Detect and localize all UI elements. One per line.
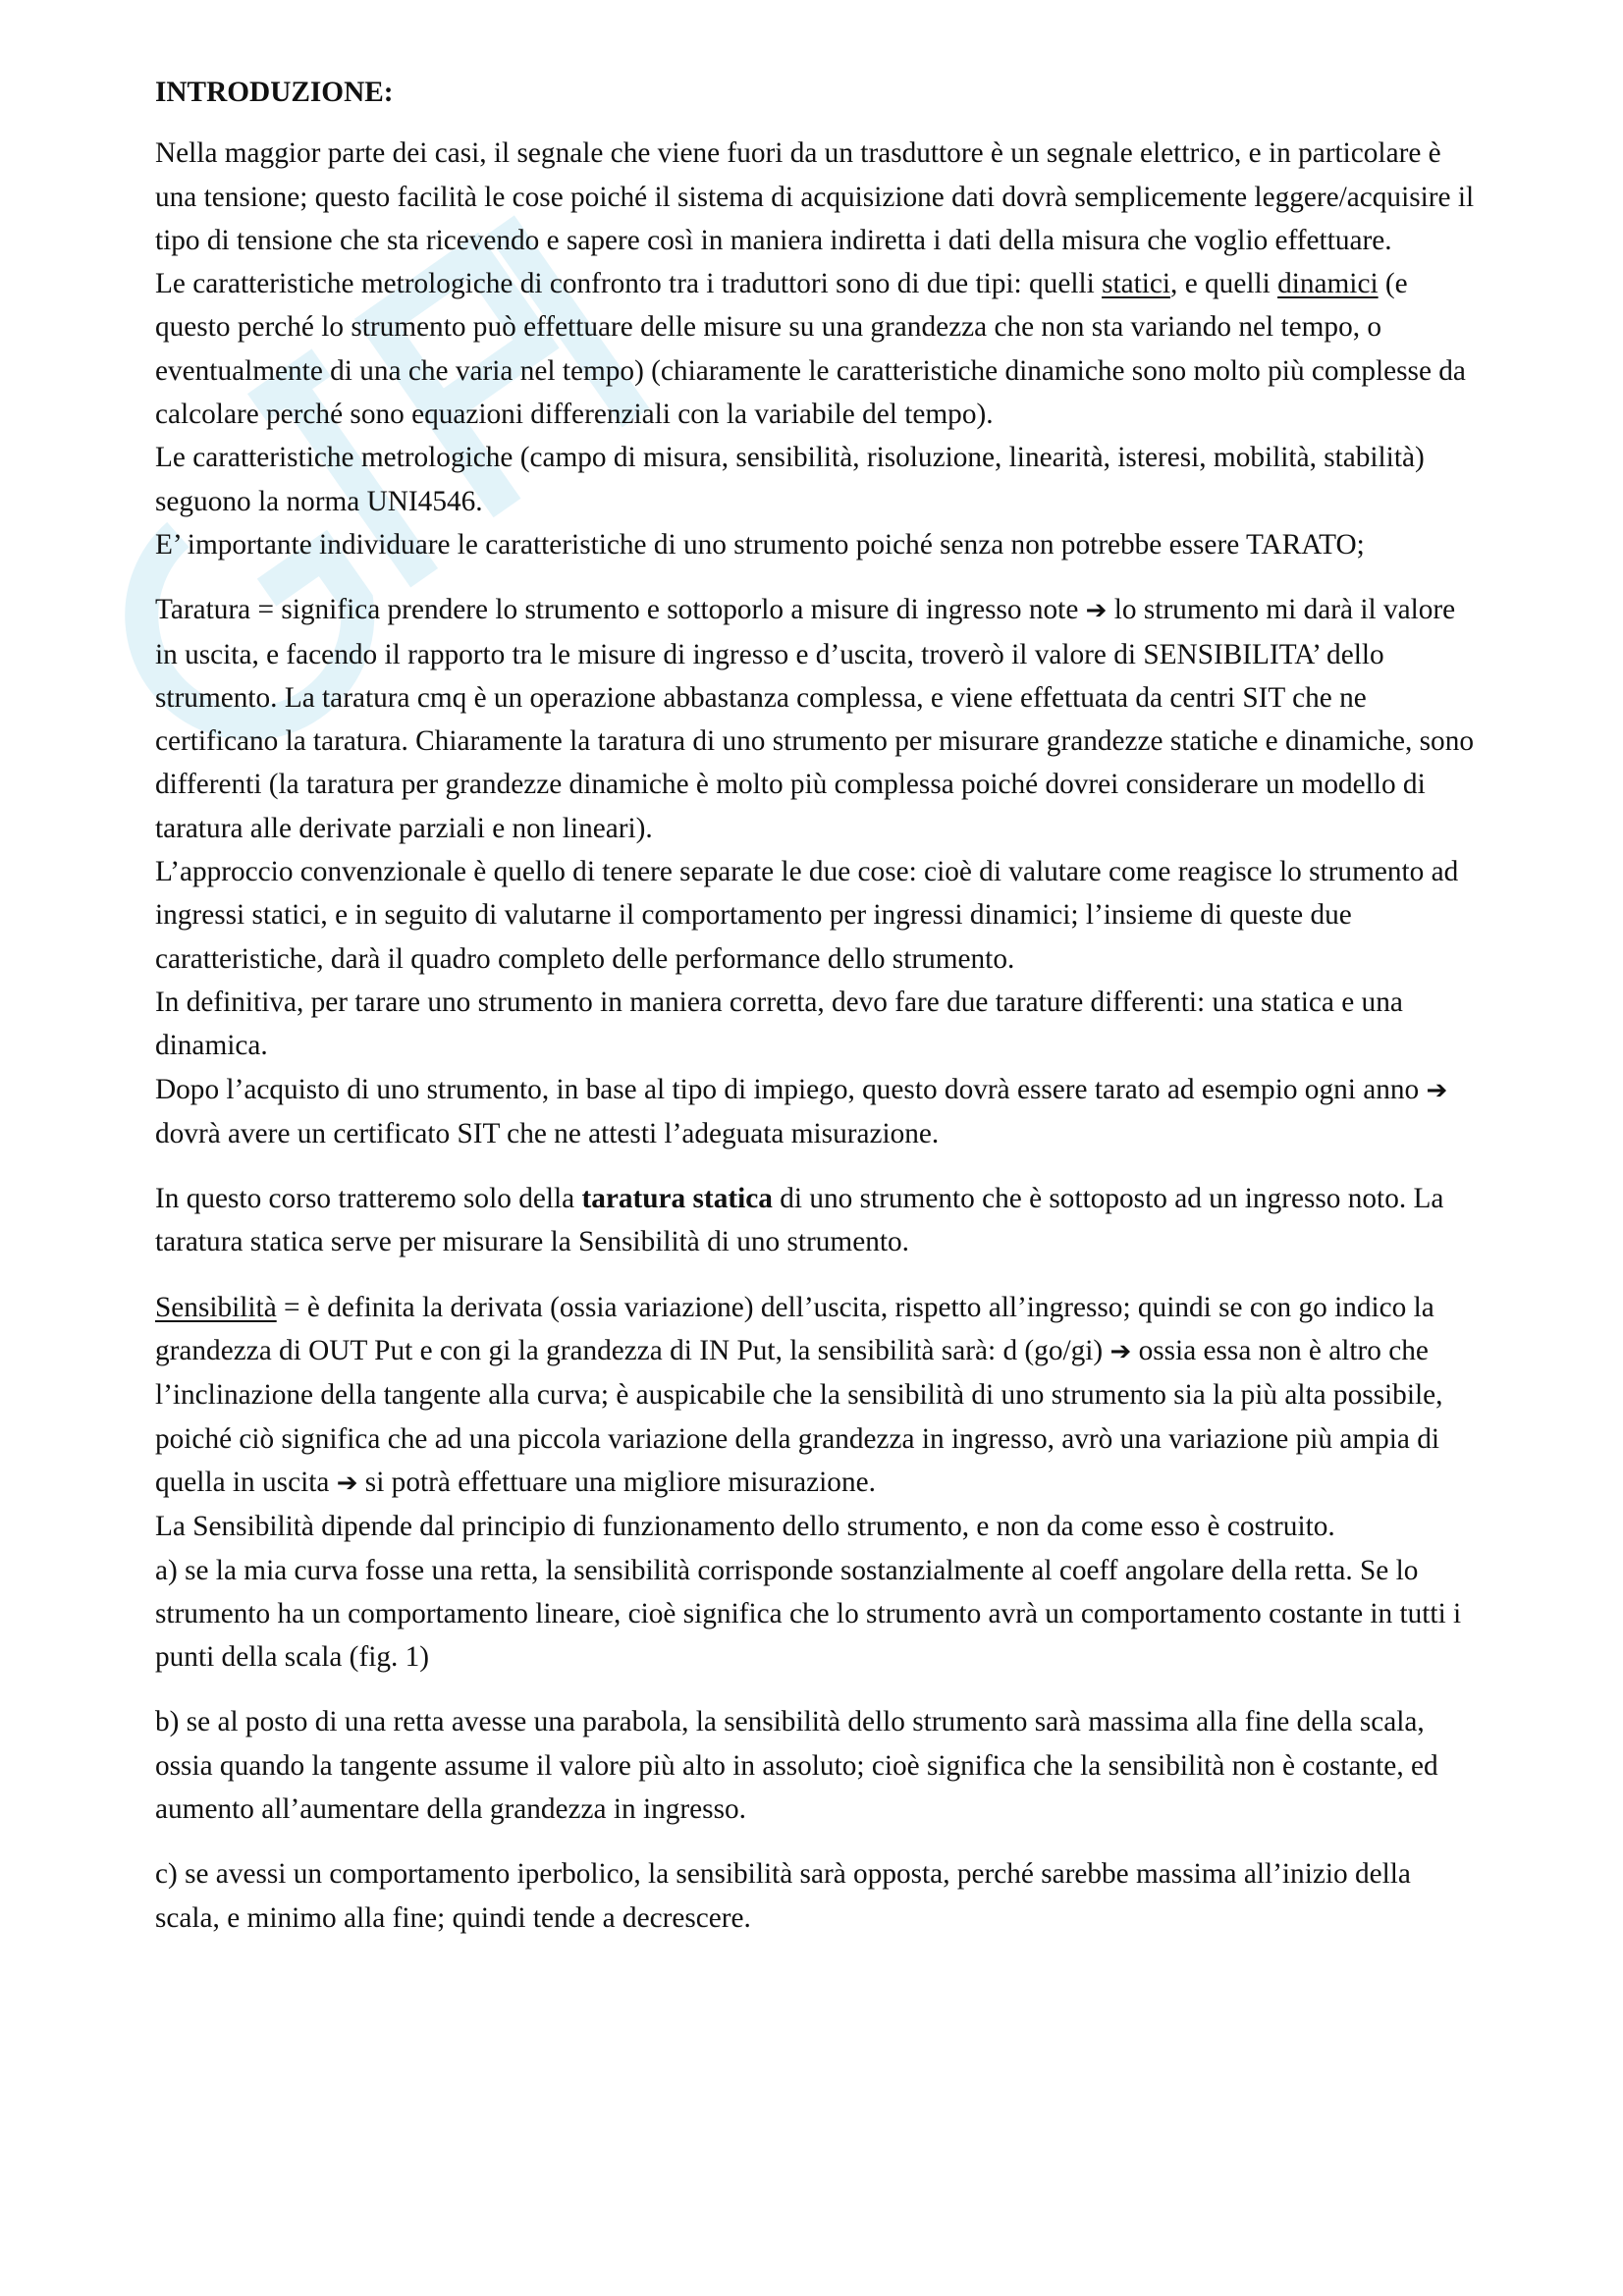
intro-paragraph-1: Nella maggior parte dei casi, il segnale che viene fuori da un trasduttore è un segnale elettrico, e in particolare è una tensione; questo facilità le cose poiché il sistema di acquisizione dati dovrà semplicemente leggere/acquisire il tipo di tensione che sta ricevendo e sapere così in maniera indiretta i dati della misura che voglio effettuare. [155,137,1475,256]
text-run: = è definita la derivata (ossia variazione) dell’uscita, rispetto all’ingresso; quindi se con go indico la grandezza di OUT Put e con gi la grandezza di IN Put, la sensibilità sarà: d (go/gi) [155,1291,1434,1367]
text-run: lo strumento mi darà il valore in uscita, e facendo il rapporto tra le misure di ingresso e d’uscita, troverò il valore di SENSIBILITA’ dello strumento. La taratura cmq è un operazione abbastanza complessa, e viene effettuata da centri SIT che ne certificano la taratura. Chiaramente la taratura di uno strumento per misurare grandezze statiche e dinamiche, sono differenti (la taratura per grandezze dinamiche è molto più complessa poiché dovrei considerare un modello di taratura alle derivate parziali e non lineari). [155,594,1474,844]
taratura-paragraph-2: L’approccio convenzionale è quello di tenere separate le due cose: cioè di valutare come reagisce lo strumento ad ingressi statici, e in seguito di valutarne il comportamento per ingressi dinamici; l’insieme di queste due caratteristiche, darà il quadro completo delle performance dello strumento. [155,856,1459,975]
intro-paragraph-3: Le caratteristiche metrologiche (campo di misura, sensibilità, risoluzione, linearità, isteresi, mobilità, stabilità) seguono la norma UNI4546. [155,442,1425,517]
underlined-term-dinamici: dinamici [1277,268,1379,300]
underlined-term-sensibilita: Sensibilità [155,1291,277,1323]
taratura-paragraph-4 [155,1068,1481,1156]
sensibilita-paragraph-1 [155,1286,1481,1505]
text-run: dovrà avere un certificato SIT che ne attesti l’adeguata misurazione. [155,1117,940,1149]
text-run: Le caratteristiche metrologiche di confronto tra i traduttori sono di due tipi: quelli [155,268,1103,300]
text-run: si potrà effettuare una migliore misurazione. [357,1466,876,1498]
intro-paragraph-2 [155,262,1481,436]
text-run: , e quelli [1170,268,1278,300]
corso-paragraph [155,1177,1481,1264]
text-run: Dopo l’acquisto di uno strumento, in base al tipo di impiego, questo dovrà essere tarato ad esempio ogni anno [155,1073,1427,1105]
text-run: In questo corso tratteremo solo della [155,1183,582,1215]
taratura-paragraph-3: In definitiva, per tarare uno strumento in maniera corretta, devo fare due tarature differenti: una statica e una dinamica. [155,986,1403,1062]
underlined-term-statici: statici [1102,268,1171,300]
arrow-right-icon: ➔ [336,1468,358,1498]
sensibilita-item-a: a) se la mia curva fosse una retta, la sensibilità corrisponde sostanzialmente al coeff angolare della retta. Se lo strumento ha un comportamento lineare, cioè significa che lo strumento avrà un comportamento costante in tutti i punti della scala (fig. 1) [155,1554,1462,1674]
sensibilita-item-b: b) se al posto di una retta avesse una parabola, la sensibilità dello strumento sarà massima alla fine della scala, ossia quando la tangente assume il valore più alto in assoluto; cioè significa che la sensibilità non è costante, ed aumento all’aumentare della grandezza in ingresso. [155,1706,1438,1825]
text-run: di uno strumento che è sottoposto ad un ingresso noto. La taratura statica serve per misurare la Sensibilità di uno strumento. [155,1183,1444,1258]
arrow-right-icon: ➔ [1085,596,1108,626]
section-heading: INTRODUZIONE: [155,77,394,108]
arrow-right-icon: ➔ [1109,1337,1132,1367]
sensibilita-paragraph-2: La Sensibilità dipende dal principio di funzionamento dello strumento, e non da come esso è costruito. [155,1511,1335,1543]
text-run: ossia essa non è altro che l’inclinazione della tangente alla curva; è auspicabile che la sensibilità di uno strumento sia la più alta possibile, poiché ciò significa che ad una piccola variazione della grandezza in ingresso, avrò una variazione più ampia di quella in uscita [155,1335,1443,1498]
intro-paragraph-4: E’ importante individuare le caratteristiche di uno strumento poiché senza non potrebbe essere TARATO; [155,528,1365,561]
text-run: (e questo perché lo strumento può effettuare delle misure su una grandezza che non sta variando nel tempo, o eventualmente di una che varia nel tempo) (chiaramente le caratteristiche dinamiche sono molto più complesse da calcolare perché sono equazioni differenziali con la variabile del tempo). [155,268,1466,431]
document-page [155,71,1481,1940]
sensibilita-item-c: c) se avessi un comportamento iperbolico, la sensibilità sarà opposta, perché sarebbe massima all’inizio della scala, e minimo alla fine; quindi tende a decrescere. [155,1858,1411,1934]
taratura-paragraph-1 [155,588,1481,850]
arrow-right-icon: ➔ [1426,1075,1448,1105]
bold-term-taratura-statica: taratura statica [581,1183,773,1215]
text-run: Taratura = significa prendere lo strumento e sottoporlo a misure di ingresso note [155,594,1086,626]
